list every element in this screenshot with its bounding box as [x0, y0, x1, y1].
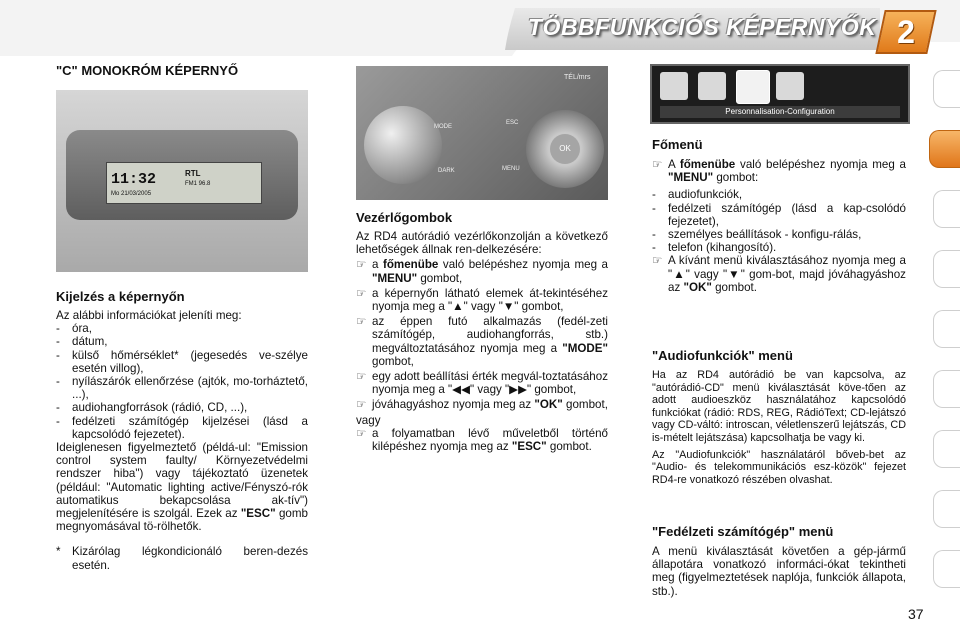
- esc-button[interactable]: ESC: [506, 120, 519, 126]
- list-item: - óra,: [56, 322, 92, 336]
- chapter-badge: [875, 10, 936, 54]
- intro-text: Az RD4 autórádió vezérlőkonzolján a következő lehetőségek állnak ren-delkezésére:: [356, 230, 608, 257]
- settings-menu-icon[interactable]: [736, 70, 770, 104]
- main-menu-screen: [650, 64, 910, 124]
- controls-section-title: Vezérlőgombok: [356, 210, 453, 225]
- up-arrow-icon: ▲: [672, 267, 686, 281]
- chapter-tab-2[interactable]: [929, 130, 960, 168]
- list-item: ☞ A főmenübe való belépéshez nyomja meg a "MENU" gombot:: [652, 158, 906, 185]
- footnote: * Kizárólag légkondicionáló beren-dezés esetén.: [56, 545, 308, 572]
- or-text: vagy: [356, 413, 381, 427]
- display-frequency: FM1 96.8: [185, 181, 211, 187]
- list-item: - audiofunkciók,: [652, 188, 743, 202]
- list-item: ☞ a főmenübe való belépéshez nyomja meg a "MENU" gombot,: [356, 258, 608, 285]
- audio-menu-title: "Audiofunkciók" menü: [652, 348, 793, 363]
- controls-section-body: [356, 230, 608, 453]
- main-menu-title: Főmenü: [652, 137, 703, 152]
- down-arrow-icon: ▼: [502, 300, 515, 314]
- list-item: ☞ az éppen futó alkalmazás (fedél-zeti számítógép, audiohangforrás, stb.) megváltoztatásához nyomja meg a "MODE" gombot,: [356, 315, 608, 368]
- chapter-tab-9[interactable]: [933, 550, 960, 588]
- monochrome-screen: [106, 162, 262, 204]
- menu-label: Personnalisation-Configuration: [660, 106, 900, 118]
- list-item: - fedélzeti számítógép kijelzései (lásd a kapcsolódó fejezetet).: [56, 414, 308, 441]
- chapter-number: 2: [897, 14, 915, 50]
- trip-menu-body: A menü kiválasztását követően a gép-jármű állapotára vonatkozó informáci-ókat tekintheti meg (figyelmeztetések naplója, funkciók állapota, stb.).: [652, 545, 906, 598]
- trip-menu-title: "Fedélzeti számítógép" menü: [652, 524, 834, 539]
- message-paragraph: Ideiglenesen figyelmeztető (példá-ul: "Emission control system faulty/ Környezetvédelmi rendszer hiba") vagy tájékoztató üzenetek (például: "Automatic lighting active/Fényszó-rók automatikus bekapcsolása ak-tív") megjelenítésére is szolgál. Ezek az "ESC" gomb megnyomásával tö-rölhetők.: [56, 441, 308, 534]
- display-date: Mo 21/03/2005: [111, 191, 152, 197]
- chapter-tab-5[interactable]: [933, 310, 960, 348]
- list-item: - telefon (kihangosító).: [652, 241, 777, 255]
- audio-paragraph-2: Az "Audiofunkciók" használatáról bőveb-bet az "Audio- és telekommunikációs esz-közök" fejezet RD4-re vonatkozó részében olvashat.: [652, 448, 906, 486]
- list-item: ☞ a képernyőn látható elemek át-tekintéséhez nyomja meg a "▲" vagy "▼" gombot,: [356, 286, 608, 314]
- display-photo: [56, 90, 308, 272]
- list-item: - dátum,: [56, 335, 108, 349]
- page-number: 37: [908, 606, 924, 622]
- chapter-tab-7[interactable]: [933, 430, 960, 468]
- list-item: - fedélzeti számítógép (lásd a kap-csolódó fejezetet),: [652, 201, 906, 228]
- volume-knob[interactable]: [364, 106, 442, 184]
- page-title: TÖBBFUNKCIÓS KÉPERNYŐK: [528, 14, 877, 40]
- tel-button[interactable]: TÉL/mrs: [564, 74, 591, 81]
- chapter-tab-6[interactable]: [933, 370, 960, 408]
- chapter-tabs: [922, 60, 960, 620]
- left-heading: "C" MONOKRÓM KÉPERNYŐ: [56, 63, 239, 78]
- navigation-pad[interactable]: [526, 110, 604, 188]
- menu-button[interactable]: MENU: [502, 166, 520, 172]
- audio-paragraph-1: Ha az RD4 autórádió be van kapcsolva, az "autórádió-CD" menü kiválasztását köve-tően az adott audioeszköz használatához kapcsolódó funkciókat (rádió: RDS, REG, RádióText; CD-lejátszó vagy CD-váltó: introscan, véletlenszerű lejátszás, CD is-mételt lejátszása) kapcsolhatja be vagy ki.: [652, 369, 906, 444]
- display-section-body: [56, 309, 308, 572]
- ok-button[interactable]: OK: [550, 134, 580, 164]
- up-arrow-icon: ▲: [452, 300, 464, 314]
- right-arrow-icon: ▶▶: [509, 383, 528, 397]
- display-section-title: Kijelzés a képernyőn: [56, 289, 185, 304]
- chapter-tab-4[interactable]: [933, 250, 960, 288]
- control-panel-photo: [356, 66, 608, 200]
- chapter-tab-3[interactable]: [933, 190, 960, 228]
- main-menu-body: [652, 158, 906, 294]
- display-time: 11:32: [111, 171, 157, 188]
- list-item: ☞ egy adott beállítási érték megvál-toztatásához nyomja meg a "◀◀" vagy "▶▶" gombot,: [356, 370, 608, 397]
- mode-button[interactable]: MODE: [434, 124, 452, 130]
- left-arrow-icon: ◀◀: [452, 383, 470, 397]
- intro-text: Az alábbi információkat jeleníti meg:: [56, 309, 242, 322]
- display-band: RTL: [185, 169, 201, 178]
- audio-menu-icon[interactable]: [660, 72, 688, 100]
- chapter-tab-8[interactable]: [933, 490, 960, 528]
- audio-menu-body: [652, 369, 906, 486]
- dark-button[interactable]: DARK: [438, 168, 455, 174]
- telephone-menu-icon[interactable]: [776, 72, 804, 100]
- list-item: ☞ jóváhagyáshoz nyomja meg az "OK" gombot,: [356, 398, 608, 412]
- list-item: - audiohangforrások (rádió, CD, ...),: [56, 401, 248, 415]
- trip-computer-icon[interactable]: [698, 72, 726, 100]
- list-item: ☞ a folyamatban lévő műveletből történő kilépéshez nyomja meg az "ESC" gombot.: [356, 426, 608, 454]
- list-item: ☞ A kívánt menü kiválasztásához nyomja meg a "▲" vagy "▼" gom-bot, majd jóváhagyáshoz az "OK" gombot.: [652, 254, 906, 294]
- chapter-tab-1[interactable]: [933, 70, 960, 108]
- list-item: - külső hőmérséklet* (jegesedés ve-szélye esetén villog),: [56, 348, 308, 375]
- list-item: - nyílászárók ellenőrzése (ajtók, mo-torháztető, ...),: [56, 375, 308, 402]
- down-arrow-icon: ▼: [727, 267, 741, 281]
- list-item: - személyes beállítások - konfigu-rálás,: [652, 228, 862, 242]
